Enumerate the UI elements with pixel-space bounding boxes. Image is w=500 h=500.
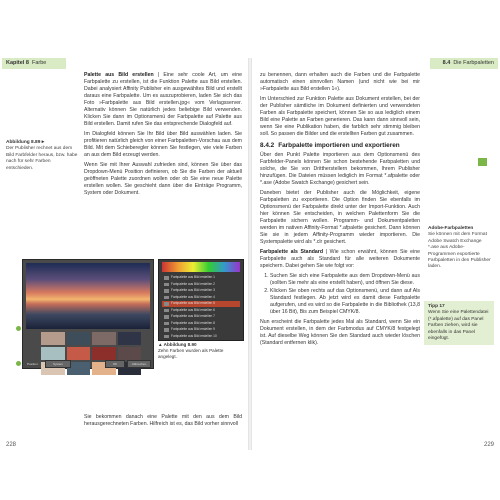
chapter-header (2, 58, 66, 69)
heading-text: Farbpalette importieren und exportieren (278, 142, 400, 149)
color-swatch[interactable] (118, 332, 142, 345)
paragraph: Daneben bietet der Publisher auch die Möglichkeit, eigene Farbpaletten zu exportieren. Die Option finden Sie ebenfalls im Optionsmenü der Farbpalette direkt unter der Import-Funktion. Auch hier können Sie entscheiden, in welchen Palettenform Sie die Farbpalette sichern wollen. Programm- und Dokumentpaletten werden im nativen Affinity-Format *.afpalette gesichert. Dann können Sie sie in jedem Affinity-Programm wieder importieren. Die Systempalette wird als *.clr gesichert. (260, 190, 420, 245)
page-number: 228 (6, 442, 17, 448)
position-label: Position: (27, 362, 39, 366)
sidebar-title: Adobe-Farbpaletten (428, 226, 474, 231)
tip-title: Tipp 17 (428, 304, 445, 309)
palette-list-item[interactable]: Farbpalette aus Bild erstellen 8 (162, 321, 240, 327)
paragraph: Im Dialogfeld können Sie Ihr Bild über Bild auswählen laden. Sie profitieren natürlich gleich von einer Farbpaletten-Vorschau aus dem Bild. Mit dem Schieberegler können Sie festlegen, wie viele Farben an aus dem Bild erzeugt werden. (84, 131, 242, 158)
chapter-tab-marker (478, 158, 487, 166)
palette-list (159, 275, 243, 339)
palette-list-item[interactable]: Farbpalette aus Bild erstellen 4 (162, 295, 240, 301)
right-page (252, 58, 498, 450)
caption-text: Zehn Farben wurden als Palette angelegt. (158, 348, 224, 359)
color-swatch[interactable] (67, 332, 91, 345)
section-number: 8.4 (442, 60, 451, 66)
left-text-bottom (84, 414, 242, 431)
palette-list-item[interactable]: Farbpalette aus Bild erstellen 9 (162, 327, 240, 333)
sidebar-note (6, 140, 78, 172)
steps-list (270, 273, 420, 316)
chapter-label: Kapitel 8 (6, 60, 29, 66)
palette-list-item[interactable]: Farbpalette aus Bild erstellen 1 (162, 275, 240, 281)
chapter-title: Farbe (32, 60, 47, 66)
sidebar-text: Sie können mit dem Format Adobe Swatch Exchange *.ase aus Adobe-Programmen exportierte Farbpaletten in den Publisher laden. (428, 232, 491, 270)
sunset-photo (26, 263, 150, 329)
palette-list-item[interactable]: Farbpalette aus Bild erstellen 5 (162, 301, 240, 307)
tip-box (424, 301, 494, 345)
ok-button[interactable]: OK (105, 360, 125, 368)
color-spectrum (162, 262, 240, 272)
palette-list-item[interactable]: Farbpalette aus Bild erstellen 2 (162, 282, 240, 288)
sidebar-title: Abbildung 8.89 ▸ (6, 140, 45, 145)
paragraph-runin: Farbpalette als Standard (260, 249, 323, 255)
list-item: 2. Klicken Sie oben rechts auf das Optionsmenü, und dann auf Als Standard festlegen. Ab jetzt wird es damit diese Farbpalette aufgerufen, und es wird so die Farbpalette in die Bibliothek (13,8 über 16 Bit), Bis zum Beispiel CMYK/8. (270, 288, 420, 316)
paragraph: | Wie schon erwähnt, können Sie eine Farbpalette auch als Standard für alle weiteren Dokumente speichern. Dabei gehen Sie wie folgt vor: (260, 249, 420, 269)
tip-text: Wenn Sie eine Palettendatei (*.afpalette) auf das Panel Farben ziehen, wird sie ebenfalls in das Panel eingefügt. (428, 310, 489, 342)
right-text (260, 72, 420, 350)
color-swatch[interactable] (41, 347, 65, 360)
color-swatch[interactable] (118, 347, 142, 360)
color-swatch[interactable] (92, 332, 116, 345)
paragraph-runin: Palette aus Bild erstellen (84, 72, 154, 78)
paragraph: Sie bekommen danach eine Palette mit den aus dem Bild herausgerechneten Farben. Hilfreich ist es, das Bild vorher sinnvoll (84, 414, 242, 427)
color-swatch[interactable] (67, 347, 91, 360)
cancel-button[interactable]: Abbrechen (127, 360, 151, 368)
section-title: Die Farbpaletten (453, 60, 494, 66)
left-text-top (84, 72, 242, 200)
palette-list-item[interactable]: Farbpalette aus Bild erstellen 10 (162, 334, 240, 340)
swatches-panel (158, 259, 244, 341)
sidebar-note (428, 226, 492, 271)
sidebar-text: Der Publisher rechnet aus dem Bild Farbfelder heraus, bzw. habe nach für sehr Farben entschieden. (6, 146, 78, 171)
section-heading (260, 142, 420, 149)
paragraph: zu benennen, dann erhalten auch die Farben und die Farbpalette automatisch einen sinnvollen Namen (und nicht wie bei mir »Farbpalette aus Bild erstellen 1«). (260, 72, 420, 92)
palette-list-item[interactable]: Farbpalette aus Bild erstellen 3 (162, 288, 240, 294)
callout-marker-1 (16, 326, 21, 331)
swatch-preview (41, 332, 141, 375)
paragraph: | Eine sehr coole Art, um eine Farbpalette zu erstellen, ist die Funktion Palette aus Bild erstellen. Dabei analysiert Affinity Publisher ein ausgewähltes Bild und erstellt daraus eine Farbpalette. Um es auszuprobieren, laden Sie sich das Foto »Farbpalette aus Bild erstellen.jpg« vom Verlagsserver. Alternativ können Sie natürlich jedes beliebige Bild verwenden. Klicken Sie dann im Optionsmenü der Farbpalette auf Palette aus Bild erstellen. Damit rufen Sie das entsprechende Dialogfeld auf. (84, 72, 242, 127)
paragraph: Im Unterschied zur Funktion Palette aus Dokument erstellen, bei der der Publisher sämtliche im Dokument definierten und verwendeten Farben als Farbpalette speichert, können Sie so aus lediglich einem Bild eine Palette an Farben generieren. Das kann dann sinnvoll sein, wenn Sie eine Publikation haben, die farblich sehr stimmig bleiben soll. So passen die Bilder und die erstellten Farben gut zusammen. (260, 96, 420, 137)
caption-title: ▲ Abbildung 8.90 (158, 342, 197, 347)
palette-list-item[interactable]: Farbpalette aus Bild erstellen 7 (162, 314, 240, 320)
color-swatch[interactable] (41, 332, 65, 345)
callout-marker-2 (16, 361, 21, 366)
paragraph: Wenn Sie mit Ihrer Auswahl zufrieden sind, können Sie über das Dropdown-Menü Position definieren, ob Sie die Farben der aktuell geöffneten Palette zuordnen wollen oder ob Sie eine neue Palette erstellen wollen. Sie geschieht dann über die Einträge Programm, System oder Dokument. (84, 162, 242, 196)
palette-from-image-dialog (22, 259, 154, 369)
left-page (2, 58, 248, 450)
color-swatch[interactable] (92, 347, 116, 360)
figure-caption (158, 342, 242, 360)
palette-list-item[interactable]: Farbpalette aus Bild erstellen 6 (162, 308, 240, 314)
heading-number: 8.4.2 (260, 142, 275, 149)
paragraph: Über den Punkt Palette importieren aus dem Optionsmenü des Farbfelder-Panels können Sie schon bestehende Farbpaletten und solche, die Sie von Drittherstellern bekommen, Ihrem Publisher hinzufügen. Die Dateien müssen lediglich im Format *.afpalette oder *.ase (Adobe Swatch Exchange) gesichert sein. (260, 152, 420, 186)
paragraph: Nun erscheint die Farbpalette jedes Mal als Standard, wenn Sie ein Dokument erstellen, in dem der Farbmodus auf CMYK/8 festgelegt ist. Auf dieselbe Weg können Sie den Standard auch wieder löschen (Standard entfernen klik). (260, 319, 420, 346)
position-dropdown[interactable]: System (45, 360, 71, 368)
list-item: 1. Suchen Sie sich eine Farbpalette aus dem Dropdown-Menü aus (sollten Sie mehr als eine erstellt haben), und öffnen Sie diese. (270, 273, 420, 287)
page-number: 229 (483, 442, 494, 448)
section-header (430, 58, 498, 69)
